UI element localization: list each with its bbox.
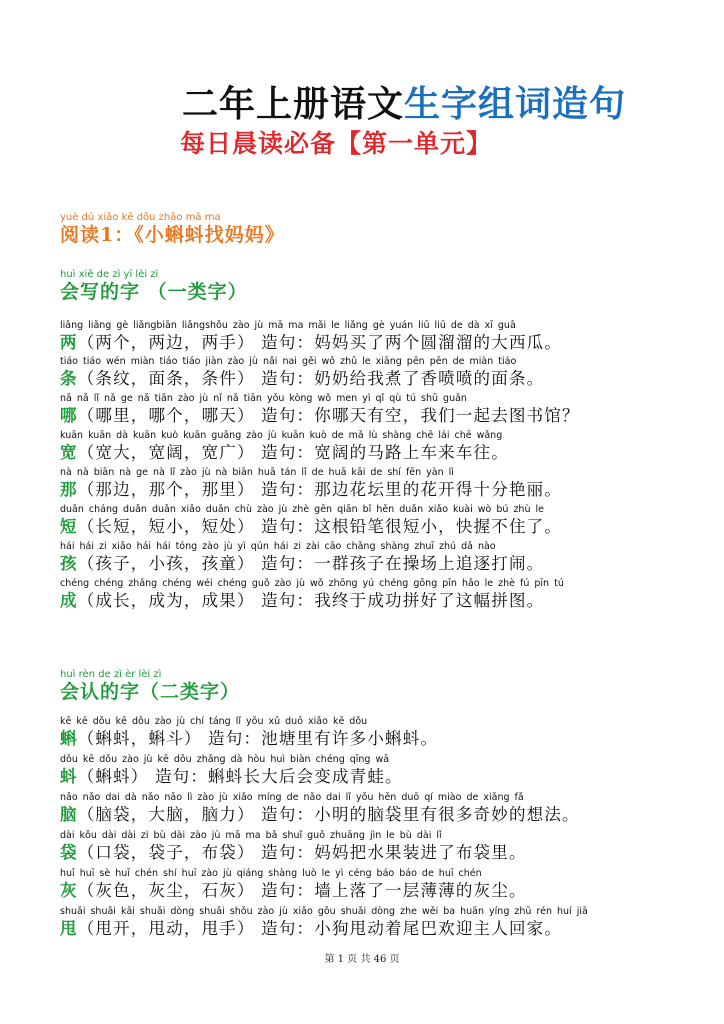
word-row-dai <box>60 830 710 864</box>
page-number-footer: 第 1 页 共 46 页 <box>324 954 400 965</box>
row-pinyin: kē kē dǒu kē dǒu zào jù chí táng lǐ yǒu xǔ duō xiǎo kē dǒu <box>60 716 368 727</box>
row-character: 那 <box>60 480 78 499</box>
row-text: （灰色，灰尘，石灰） 造句：墙上落了一层薄薄的灰尘。 <box>77 881 527 900</box>
row-character: 两 <box>60 333 78 352</box>
word-row-tiao <box>60 356 710 390</box>
row-pinyin: nǎo nǎo dai dà nǎo nǎo lì zào jù xiǎo míng de nǎo dai lǐ yǒu hěn duō qí miào de xiǎng fǎ <box>60 792 524 803</box>
row-text: （孩子，小孩，孩童） 造句：一群孩子在操场上追逐打闹。 <box>77 554 545 573</box>
page-subtitle: 每日晨读必备【第一单元】 <box>180 129 493 158</box>
word-row-kuan <box>60 430 710 464</box>
row-pinyin: chéng chéng zhǎng chéng wéi chéng guǒ zào jù wǒ zhōng yú chéng gōng pīn hǎo le zhè fú pīn tú <box>60 578 564 589</box>
word-row-hui <box>60 868 710 902</box>
word-row-na4 <box>60 467 710 501</box>
row-text: （蝌蚪，蝌斗） 造句：池塘里有许多小蝌蚪。 <box>77 729 439 748</box>
row-text: （脑袋，大脑，脑力） 造句：小明的脑袋里有很多奇妙的想法。 <box>77 805 580 824</box>
row-pinyin: kuān kuān dà kuān kuò kuān guǎng zào jù kuān kuò de mǎ lù shàng chē lái chē wǎng <box>60 430 503 441</box>
row-text: （甩开，甩动，甩手） 造句：小狗甩动着尾巴欢迎主人回家。 <box>77 919 563 938</box>
row-pinyin: shuǎi shuǎi kāi shuǎi dòng shuǎi shǒu zào jù xiǎo gǒu shuǎi dòng zhe wěi ba huān yíng zhǔ rén huí jiā <box>60 906 588 917</box>
row-character: 孩 <box>60 554 78 573</box>
row-text: （蝌蚪） 造句：蝌蚪长大后会变成青蛙。 <box>77 767 403 786</box>
page-title <box>182 76 702 127</box>
row-character: 短 <box>60 517 78 536</box>
section1-pinyin: huì xiě de zì yī lèi zì <box>60 269 159 280</box>
row-character: 蝌 <box>60 729 78 748</box>
word-row-na3 <box>60 393 710 427</box>
word-row-duan <box>60 504 710 538</box>
section1-title: 会写的字 （一类字） <box>60 281 248 303</box>
row-text: （那边，那个，那里） 造句：那边花坛里的花开得十分艳丽。 <box>77 480 563 499</box>
word-row-hai <box>60 541 710 575</box>
row-pinyin: nà nà biān nà ge nà lǐ zào jù nà biān huā tán lǐ de huā kāi de shí fēn yàn lì <box>60 467 454 478</box>
word-row-shuai <box>60 906 710 940</box>
row-text: （哪里，哪个，哪天） 造句：你哪天有空，我们一起去图书馆？ <box>77 406 580 425</box>
row-character: 宽 <box>60 443 78 462</box>
row-pinyin: nǎ nǎ lǐ nǎ ge nǎ tiān zào jù nǐ nǎ tiān yǒu kòng wǒ men yì qǐ qù tú shū guǎn <box>60 393 467 404</box>
section2-pinyin: huì rèn de zì èr lèi zì <box>60 669 162 680</box>
row-character: 甩 <box>60 919 78 938</box>
word-row-liang <box>60 320 710 354</box>
row-pinyin: dǒu kē dǒu zào jù kē dǒu zhǎng dà hòu huì biàn chéng qīng wā <box>60 754 390 765</box>
row-text: （条纹，面条，条件） 造句：奶奶给我煮了香喷喷的面条。 <box>77 369 545 388</box>
word-row-dou <box>60 754 710 788</box>
row-pinyin: duǎn cháng duǎn duǎn xiǎo duǎn chù zào jù zhè gēn qiān bǐ hěn duǎn xiǎo kuài wò bú zhù le <box>60 504 544 515</box>
row-text: （两个，两边，两手） 造句：妈妈买了两个圆溜溜的大西瓜。 <box>77 333 563 352</box>
word-row-ke <box>60 716 710 750</box>
row-pinyin: dài kǒu dài dài zi bù dài zào jù mā ma bǎ shuǐ guǒ zhuāng jìn le bù dài lǐ <box>60 830 442 841</box>
section2-title: 会认的字（二类字） <box>60 681 241 703</box>
row-character: 成 <box>60 591 78 610</box>
row-text: （宽大，宽阔，宽广） 造句：宽阔的马路上车来车往。 <box>77 443 509 462</box>
row-text: （口袋，袋子，布袋） 造句：妈妈把水果装进了布袋里。 <box>77 843 527 862</box>
row-character: 哪 <box>60 406 78 425</box>
row-pinyin: hái hái zi xiǎo hái hái tóng zào jù yì qún hái zi zài cāo chǎng shàng zhuī zhú dǎ nào <box>60 541 496 552</box>
title-part1: 二年上册语文 <box>182 84 405 125</box>
row-character: 脑 <box>60 805 78 824</box>
word-row-cheng <box>60 578 710 612</box>
row-character: 蚪 <box>60 767 78 786</box>
row-pinyin: liǎng liǎng gè liǎngbiān liǎngshǒu zào jù mā ma mǎi le liǎng gè yuán liū liū de dà xī guā <box>60 320 516 331</box>
section2-heading <box>60 669 240 704</box>
title-part2: 生字组词造句 <box>404 84 627 125</box>
reading-heading <box>60 212 285 247</box>
row-character: 袋 <box>60 843 78 862</box>
section1-heading <box>60 269 248 304</box>
reading-pinyin: yuè dú xiǎo kē dǒu zhǎo mā ma <box>60 212 221 223</box>
row-text: （长短，短小，短处） 造句：这根铅笔很短小，快握不住了。 <box>77 517 563 536</box>
row-pinyin: huī huī sè huī chén shí huī zào jù qiáng shàng luò le yì céng báo báo de huī chén <box>60 868 482 879</box>
row-text: （成长，成为，成果） 造句：我终于成功拼好了这幅拼图。 <box>77 591 545 610</box>
row-character: 灰 <box>60 881 78 900</box>
row-pinyin: tiáo tiáo wén miàn tiáo tiáo jiàn zào jù nǎi nai gěi wǒ zhǔ le xiāng pēn pēn de miàn tiáo <box>60 356 517 367</box>
reading-label: 阅读1：《小蝌蚪找妈妈》 <box>60 224 285 246</box>
word-row-nao <box>60 792 710 826</box>
row-character: 条 <box>60 369 78 388</box>
